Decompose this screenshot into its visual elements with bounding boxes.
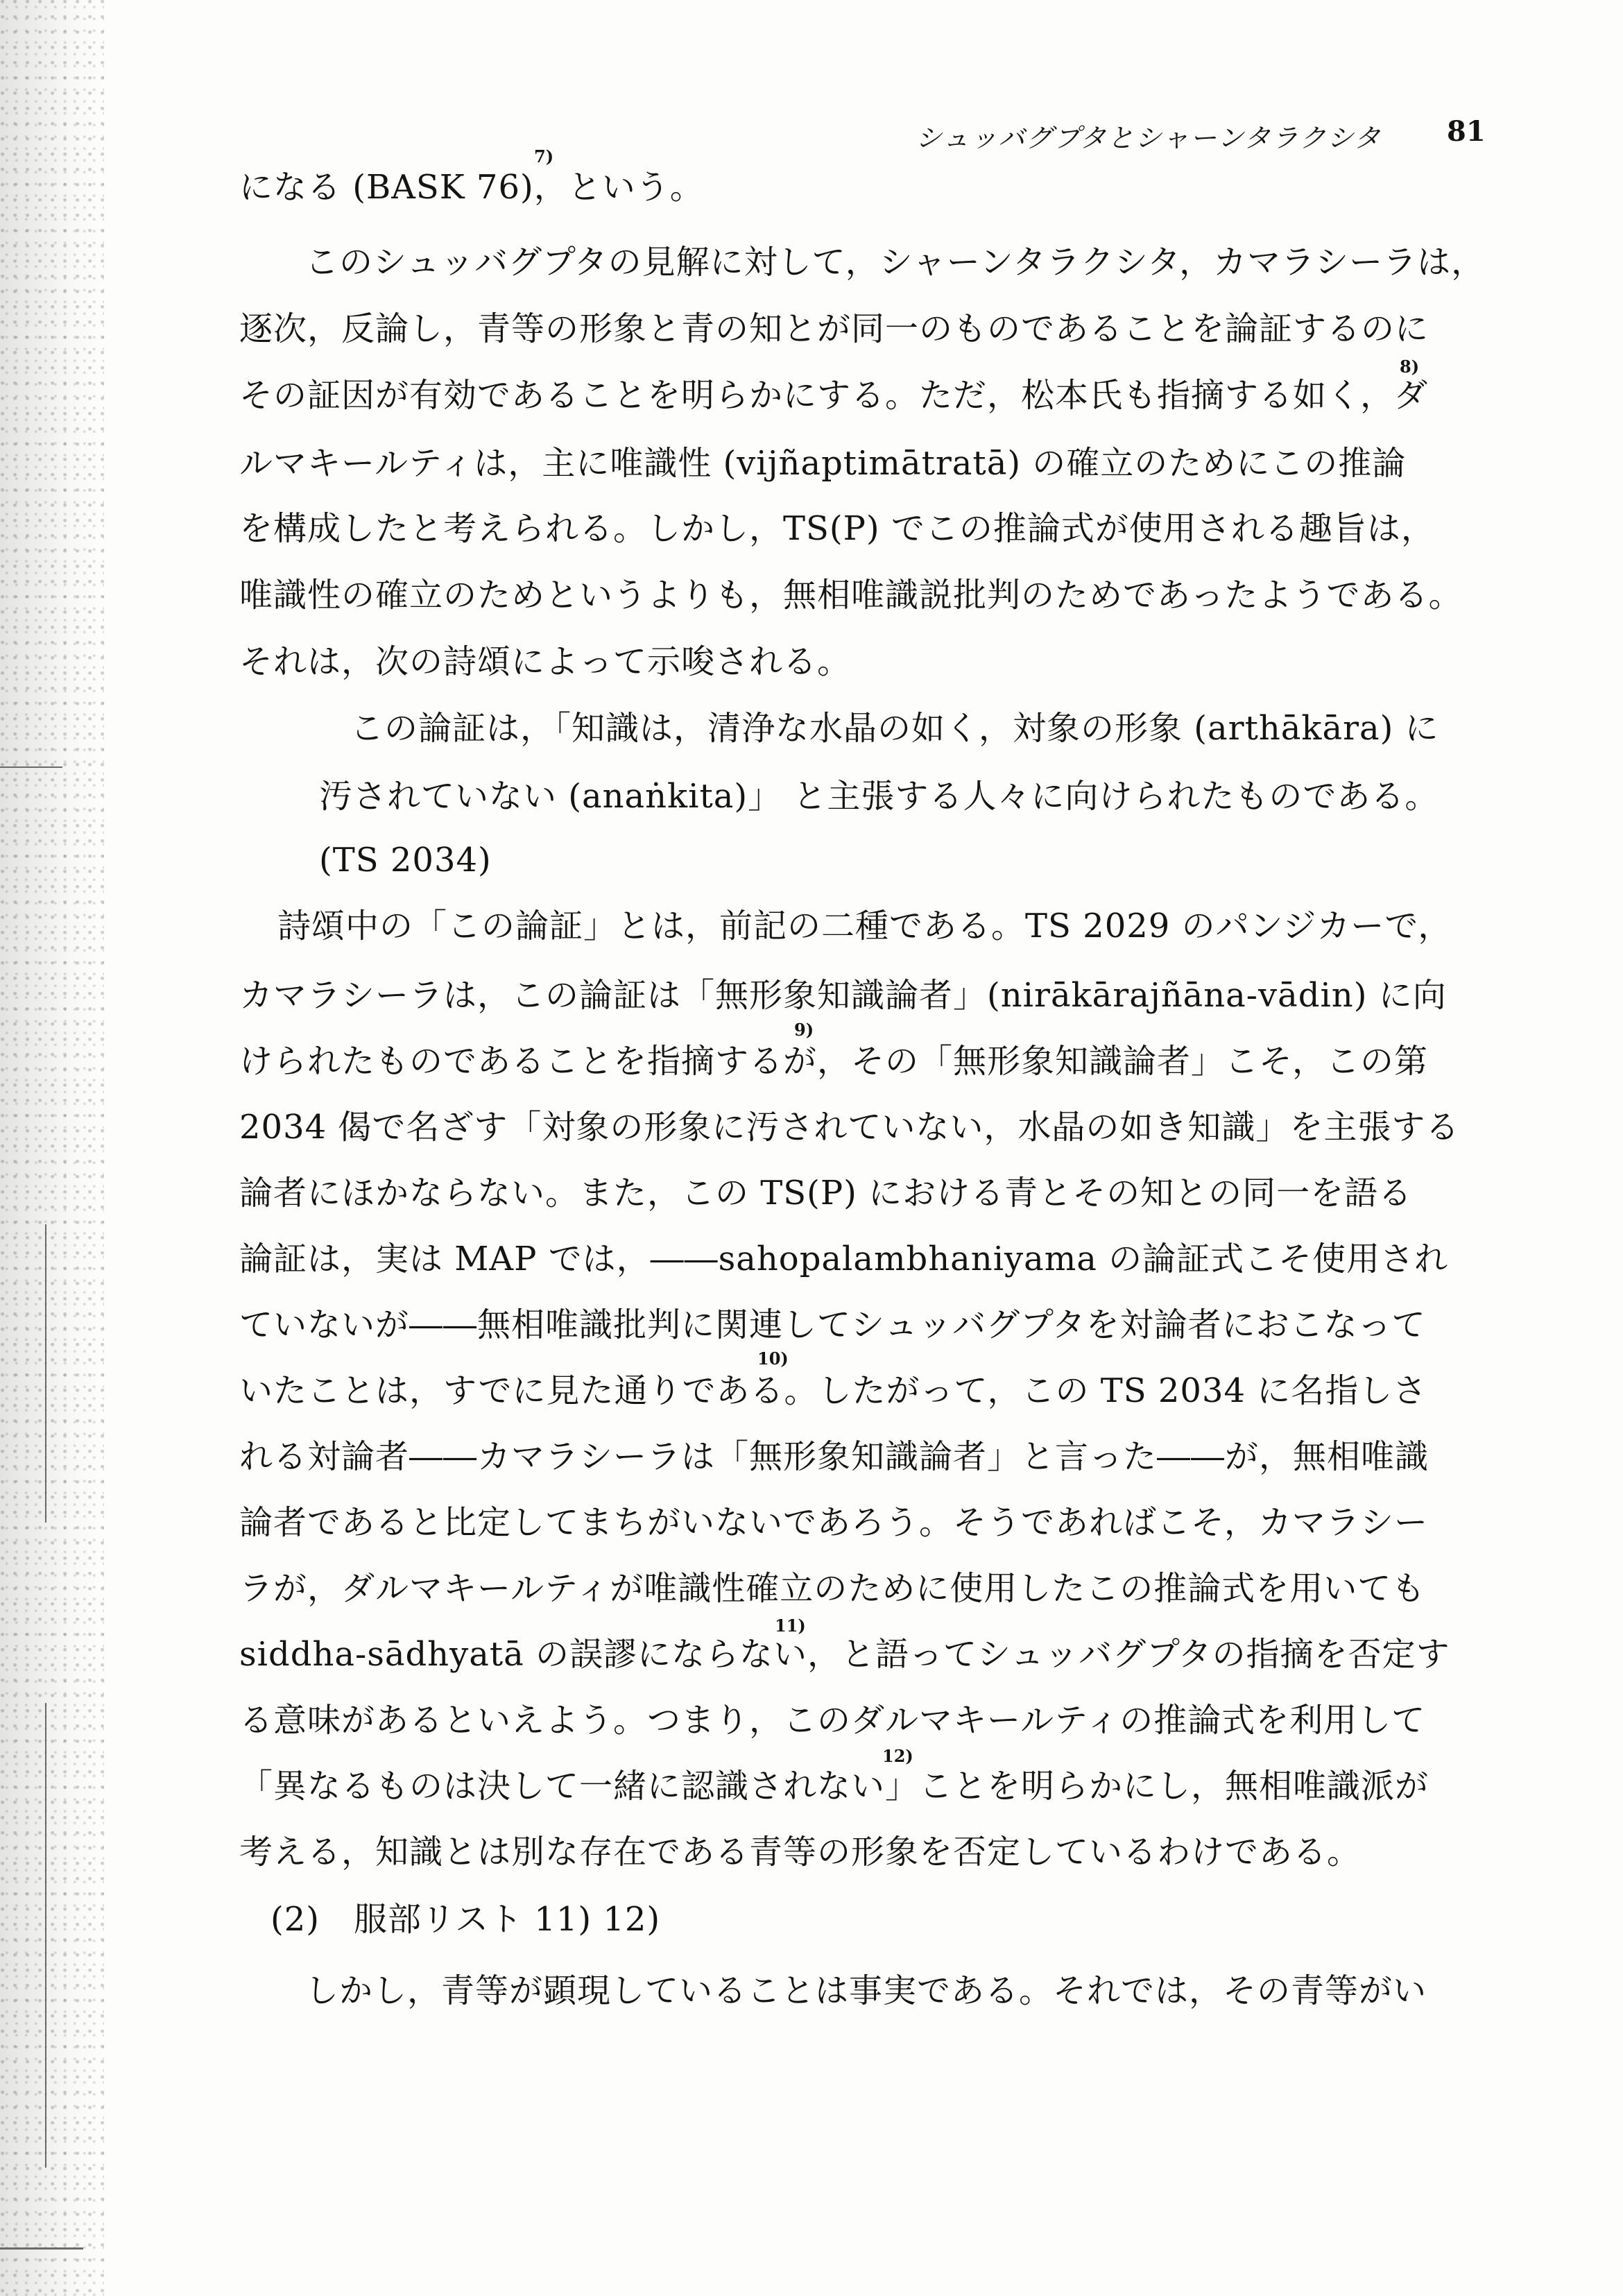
footnote-marker: 12) (882, 1746, 913, 1766)
text-line: 「異なるものは決して一緒に認識されない」ことを明らかにし，無相唯識派が (239, 1767, 1429, 1806)
text-line: それは，次の詩頌によって示唆される。 (239, 642, 852, 681)
text-line: 論者であると比定してまちがいないであろう。そうであればこそ，カマラシー (239, 1503, 1429, 1542)
footnote-marker: 7) (534, 146, 554, 166)
text-line: を構成したと考えられる。しかし，TS(P) でこの推論式が使用される趣旨は， (239, 509, 1435, 548)
scan-edge-line (0, 2247, 83, 2250)
text-line: いたことは，すでに見た通りである。したがって，この TS 2034 に名指しさ (239, 1371, 1427, 1410)
text-line: ルマキールティは，主に唯識性 (vijñaptimātratā) の確立のためにこの推論 (239, 444, 1407, 483)
footnote-marker: 10) (757, 1348, 789, 1369)
running-head: シュッバグプタとシャーンタラクシタ (916, 123, 1382, 153)
text-line: siddha-sādhyatā の誤謬にならない，と語ってシュッバグプタの指摘を否定す (239, 1635, 1450, 1674)
text-line: その証因が有効であることを明らかにする。ただ，松本氏も指摘する如く，ダ (239, 376, 1429, 415)
text-line: る意味があるといえよう。つまり，このダルマキールティの推論式を利用して (239, 1701, 1426, 1740)
text-line: 唯識性の確立のためというよりも，無相唯識説批判のためであったようである。 (239, 576, 1463, 615)
text-line: 論証は，実は MAP では，――sahopalambhaniyama の論証式こそ使用され (239, 1240, 1449, 1278)
text-line: カマラシーラは，この論証は「無形象知識論者」(nirākārajñāna-vādin) に向 (239, 976, 1447, 1015)
footnote-marker: 8) (1400, 357, 1420, 377)
quote-line: (TS 2034) (319, 841, 492, 880)
quote-line: この論証は，「知識は，清浄な水晶の如く，対象の形象 (arthākāra) に (350, 709, 1439, 748)
text-line: 考える，知識とは別な存在である青等の形象を否定しているわけである。 (239, 1833, 1362, 1871)
section-heading: (2) 服部リスト 11) 12) (270, 1900, 661, 1939)
text-line: 論者にほかならない。また，この TS(P) における青とその知との同一を語る (239, 1174, 1413, 1213)
text-line: しかし，青等が顕現していることは事実である。それでは，その青等がい (305, 1971, 1427, 2010)
scan-edge-line (45, 1703, 46, 2168)
text-line: 詩頌中の「この論証」とは，前記の二種である。TS 2029 のパンジカーで， (277, 907, 1452, 945)
text-line: ラが，ダルマキールティが唯識性確立のために使用したこの推論式を用いても (239, 1569, 1426, 1608)
scan-edge-noise (0, 0, 104, 2296)
scan-edge-line (45, 1224, 46, 1523)
text-line: 2034 偈で名ざす「対象の形象に汚されていない，水晶の如き知識」を主張する (239, 1108, 1460, 1147)
text-line: になる (BASK 76)，という。 (239, 168, 704, 207)
footnote-marker: 11) (775, 1616, 806, 1636)
page-number: 81 (1447, 115, 1486, 148)
text-line: 逐次，反論し，青等の形象と青の知とが同一のものであることを論証するのに (239, 309, 1429, 348)
scan-edge-line (0, 766, 62, 768)
text-line: このシュッバグプタの見解に対して，シャーンタラクシタ，カマラシーラは， (305, 243, 1486, 282)
quote-line: 汚されていない (anaṅkita)」 と主張する人々に向けられたものである。 (319, 777, 1439, 816)
text-line: けられたものであることを指摘するが，その「無形象知識論者」こそ，この第 (239, 1042, 1429, 1081)
text-line: ていないが――無相唯識批判に関連してシュッバグプタを対論者におこなって (239, 1305, 1426, 1344)
text-line: れる対論者――カマラシーラは「無形象知識論者」と言った――が，無相唯識 (239, 1437, 1429, 1476)
footnote-marker: 9) (794, 1020, 814, 1040)
